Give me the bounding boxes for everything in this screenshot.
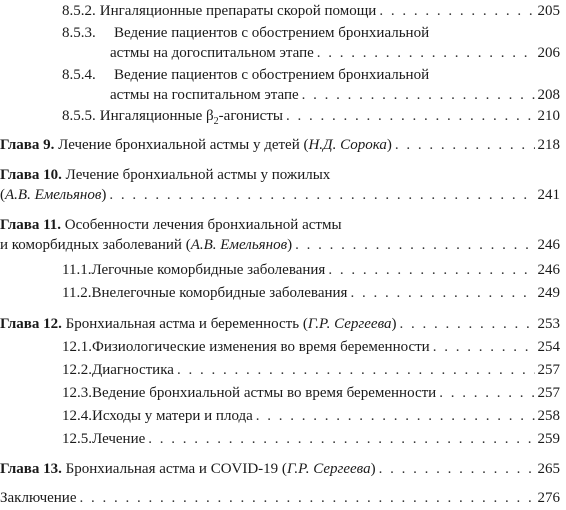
dot-leader bbox=[148, 430, 534, 448]
section-title-continued: астмы на госпитальном этапе bbox=[110, 87, 299, 103]
toc-entry-8-5-3-continued[interactable] bbox=[110, 44, 560, 62]
dot-leader bbox=[295, 236, 534, 254]
page-number: 246 bbox=[537, 262, 560, 278]
dot-leader bbox=[379, 460, 535, 478]
section-number: 8.5.5. bbox=[62, 108, 96, 124]
toc-entry-8-5-4[interactable] bbox=[62, 66, 560, 84]
toc-chapter-11-continued[interactable]: и коморбидных заболеваний ( А.В. Емельянов ) . . . 246 bbox=[0, 236, 560, 254]
page-number: 254 bbox=[537, 339, 560, 355]
chapter-title: Лечение бронхиальной астмы у пожилых bbox=[65, 167, 331, 183]
toc-entry-8-5-3[interactable] bbox=[62, 24, 560, 42]
dot-leader bbox=[328, 261, 534, 279]
toc-entry-12-4[interactable] bbox=[62, 407, 560, 425]
dot-leader bbox=[350, 284, 534, 302]
dot-leader bbox=[317, 44, 535, 62]
toc-entry-8-5-5[interactable] bbox=[62, 107, 560, 125]
conclusion-title: Заключение bbox=[0, 490, 77, 506]
section-number: 8.5.2. bbox=[62, 3, 96, 19]
section-title: Внелегочные коморбидные заболевания bbox=[91, 285, 348, 301]
toc-chapter-9[interactable]: Глава 9. Лечение бронхиальной астмы у детей ( Н.Д. Сорока ) . . . 218 bbox=[0, 136, 560, 154]
page-number: 249 bbox=[537, 285, 560, 301]
page-number: 257 bbox=[537, 362, 560, 378]
section-title: Лечение bbox=[92, 431, 146, 447]
chapter-title: Бронхиальная астма и беременность ( bbox=[65, 316, 308, 332]
dot-leader bbox=[177, 361, 535, 379]
chapter-title: Особенности лечения бронхиальной астмы bbox=[64, 217, 342, 233]
section-title: Исходы у матери и плода bbox=[92, 408, 253, 424]
page-number: 257 bbox=[537, 385, 560, 401]
dot-leader bbox=[439, 384, 534, 402]
section-number: 8.5.3. bbox=[62, 25, 96, 41]
toc-entry-11-1[interactable] bbox=[62, 261, 560, 279]
page-number: 206 bbox=[537, 45, 560, 61]
toc-chapter-10-continued[interactable]: ( А.В. Емельянов ) . . . 241 bbox=[0, 186, 560, 204]
toc-entry-12-3[interactable] bbox=[62, 384, 560, 402]
page-number: 218 bbox=[537, 137, 560, 153]
dot-leader bbox=[109, 186, 534, 204]
section-title: Ведение бронхиальной астмы во время беременности bbox=[92, 385, 437, 401]
page-number: 210 bbox=[537, 108, 560, 124]
section-number: 11.2. bbox=[62, 285, 92, 301]
toc-entry-8-5-4-continued[interactable] bbox=[110, 86, 560, 104]
chapter-author: А.В. Емельянов bbox=[190, 237, 288, 253]
page-number: 241 bbox=[537, 187, 560, 203]
dot-leader bbox=[80, 489, 535, 507]
toc-chapter-12[interactable]: Глава 12. Бронхиальная астма и беременность ( Г.Р. Сергеева ) . . . 253 bbox=[0, 315, 560, 333]
page-number: 265 bbox=[537, 461, 560, 477]
section-number: 8.5.4. bbox=[62, 67, 96, 83]
section-number: 12.5. bbox=[62, 431, 92, 447]
section-number: 12.4. bbox=[62, 408, 92, 424]
chapter-title: Лечение бронхиальной астмы у детей ( bbox=[58, 137, 309, 153]
chapter-label: Глава 9. bbox=[0, 137, 55, 153]
section-title: Диагностика bbox=[92, 362, 174, 378]
chapter-label: Глава 12. bbox=[0, 316, 62, 332]
dot-leader bbox=[379, 2, 534, 20]
page-number: 208 bbox=[537, 87, 560, 103]
toc-chapter-13[interactable]: Глава 13. Бронхиальная астма и COVID-19 ( Г.Р. Сергеева ) . . . 265 bbox=[0, 460, 560, 478]
dot-leader bbox=[256, 407, 535, 425]
section-title: Ведение пациентов с обострением бронхиальной bbox=[114, 25, 430, 41]
section-number: 12.2. bbox=[62, 362, 92, 378]
toc-chapter-10[interactable] bbox=[0, 166, 560, 184]
toc-entry-12-5[interactable] bbox=[62, 430, 560, 448]
section-title: Ведение пациентов с обострением бронхиальной bbox=[114, 67, 430, 83]
page-number: 276 bbox=[537, 490, 560, 506]
page-number: 259 bbox=[537, 431, 560, 447]
section-number: 12.1. bbox=[62, 339, 92, 355]
page-number: 258 bbox=[537, 408, 560, 424]
section-number: 11.1. bbox=[62, 262, 92, 278]
dot-leader bbox=[433, 338, 535, 356]
chapter-label: Глава 13. bbox=[0, 461, 62, 477]
chapter-title: Бронхиальная астма и COVID-19 ( bbox=[65, 461, 287, 477]
toc-entry-8-5-2[interactable] bbox=[62, 2, 560, 20]
toc-conclusion[interactable] bbox=[0, 489, 560, 507]
dot-leader bbox=[400, 315, 535, 333]
section-title: Ингаляционные препараты скорой помощи bbox=[99, 3, 377, 19]
chapter-title-continued: и коморбидных заболеваний ( bbox=[0, 237, 191, 253]
section-title: Легочные коморбидные заболевания bbox=[91, 262, 326, 278]
chapter-author: Г.Р. Сергеева bbox=[286, 461, 371, 477]
chapter-author: А.В. Емельянов bbox=[5, 187, 102, 203]
dot-leader bbox=[395, 136, 535, 154]
toc-entry-12-1[interactable] bbox=[62, 338, 560, 356]
page-number: 253 bbox=[537, 316, 560, 332]
dot-leader bbox=[302, 86, 535, 104]
section-title: Ингаляционные $\beta_2$-агонисты bbox=[99, 108, 283, 127]
section-number: 12.3. bbox=[62, 385, 92, 401]
section-title-continued: астмы на догоспитальном этапе bbox=[110, 45, 314, 61]
page-number: 246 bbox=[537, 237, 560, 253]
chapter-label: Глава 10. bbox=[0, 167, 62, 183]
chapter-author: Н.Д. Сорока bbox=[308, 137, 387, 153]
chapter-label: Глава 11. bbox=[0, 217, 62, 233]
chapter-author: Г.Р. Сергеева bbox=[307, 316, 392, 332]
toc-entry-12-2[interactable] bbox=[62, 361, 560, 379]
dot-leader bbox=[286, 107, 535, 125]
section-title: Физиологические изменения во время беременности bbox=[92, 339, 430, 355]
toc-entry-11-2[interactable] bbox=[62, 284, 560, 302]
page-number: 205 bbox=[537, 3, 560, 19]
toc-chapter-11[interactable] bbox=[0, 216, 560, 234]
